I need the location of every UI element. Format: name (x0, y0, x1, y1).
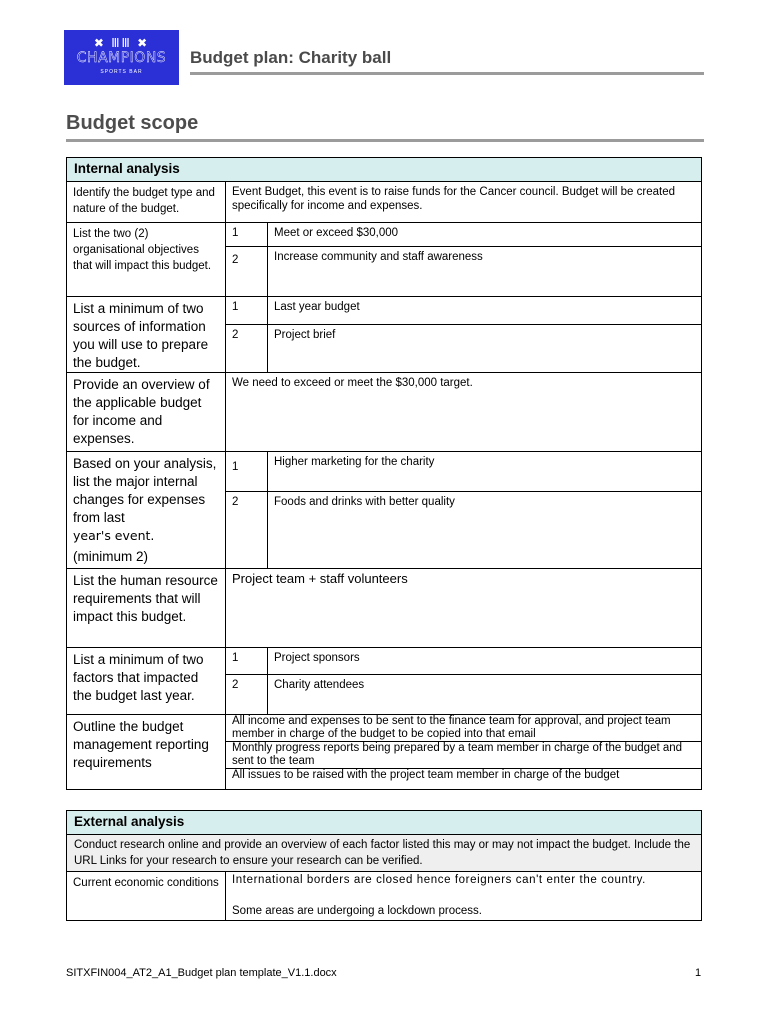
item-number: 2 (226, 675, 268, 714)
item-text: Last year budget (274, 301, 360, 313)
row-value: We need to exceed or meet the $30,000 target. (232, 377, 473, 389)
internal-analysis-heading: Internal analysis (67, 158, 701, 182)
item-number: 2 (226, 247, 268, 296)
table-row (67, 223, 701, 297)
row-label: Current economic conditions (67, 872, 226, 920)
label-main: Based on your analysis, list the major internal changes for expenses from last (73, 456, 217, 525)
numbered-list (226, 297, 701, 372)
label-minimum: (minimum 2) (73, 549, 149, 564)
economic-line: International borders are closed hence foreigners can't enter the country. (232, 874, 646, 886)
list-item (226, 492, 701, 568)
champions-logo (64, 30, 179, 85)
external-analysis-table (66, 810, 702, 921)
list-item (226, 675, 701, 714)
table-row (67, 452, 701, 569)
row-label: List the two (2) organisational objectives that will impact this budget. (67, 223, 226, 296)
page-number: 1 (695, 967, 702, 979)
table-row (67, 648, 701, 715)
item-number: 1 (226, 452, 268, 491)
logo-tagline: SPORTS BAR (100, 69, 143, 75)
item-number: 1 (226, 648, 268, 674)
item-text: Project sponsors (274, 652, 360, 664)
row-label: List a minimum of two factors that impacted the budget last year. (67, 648, 226, 714)
item-text: Higher marketing for the charity (274, 456, 435, 468)
item-text: Increase community and staff awareness (274, 251, 483, 263)
item-text: Foods and drinks with better quality (274, 496, 455, 508)
row-label: List a minimum of two sources of information you will use to prepare the budget. (67, 297, 226, 372)
item-text: Project brief (274, 329, 336, 341)
row-label: Outline the budget management reporting requirements (67, 715, 226, 789)
section-divider (66, 139, 704, 142)
label-year: year's event. (73, 528, 155, 543)
footer-filename: SITXFIN004_AT2_A1_Budget plan template_V1.1.docx (66, 967, 337, 979)
table-row (67, 373, 701, 452)
item-number: 2 (226, 325, 268, 372)
list-item (226, 325, 701, 372)
reporting-line: Monthly progress reports being prepared by a team member in charge of the budget and sent to the team (226, 742, 701, 769)
section-heading: Budget scope (66, 112, 199, 134)
logo-name: CHAMPIONS (76, 50, 167, 66)
list-item (226, 297, 701, 325)
internal-analysis-table (66, 157, 702, 790)
reporting-lines (226, 715, 701, 789)
row-value: Event Budget, this event is to raise funds for the Cancer council. Budget will be created specifically for income and expenses. (232, 186, 675, 212)
item-text: Charity attendees (274, 679, 365, 691)
list-item (226, 648, 701, 675)
document-title: Budget plan: Charity ball (190, 48, 392, 67)
list-item (226, 223, 701, 247)
table-row (67, 569, 701, 648)
row-value (226, 872, 701, 920)
external-analysis-heading: External analysis (67, 811, 701, 835)
item-number: 2 (226, 492, 268, 568)
row-label (67, 452, 226, 568)
item-number: 1 (226, 297, 268, 324)
numbered-list (226, 223, 701, 296)
title-divider (190, 72, 704, 75)
item-text: Meet or exceed $30,000 (274, 227, 399, 239)
table-row (67, 182, 701, 223)
numbered-list (226, 648, 701, 714)
row-label: Identify the budget type and nature of the budget. (67, 182, 226, 222)
table-row (67, 297, 701, 373)
row-label: List the human resource requirements that will impact this budget. (67, 569, 226, 647)
row-value: Project team + staff volunteers (232, 571, 408, 586)
table-row (67, 872, 701, 920)
reporting-line: All issues to be raised with the project team member in charge of the budget (232, 769, 620, 781)
list-item (226, 452, 701, 492)
instruction-note: Conduct research online and provide an overview of each factor listed this may or may not impact the budget. Include the URL Links for your research to ensure your research can be verified. (67, 835, 701, 872)
numbered-list (226, 452, 701, 568)
economic-line: Some areas are undergoing a lockdown process. (232, 905, 482, 917)
logo-mark: ✖ ⅢⅢ ✖ (93, 36, 150, 50)
item-number: 1 (226, 223, 268, 246)
reporting-line: All income and expenses to be sent to the finance team for approval, and project team member in charge of the budget to be copied into that email (226, 715, 701, 742)
table-row (67, 715, 701, 789)
row-label: Provide an overview of the applicable budget for income and expenses. (67, 373, 226, 451)
list-item (226, 247, 701, 296)
